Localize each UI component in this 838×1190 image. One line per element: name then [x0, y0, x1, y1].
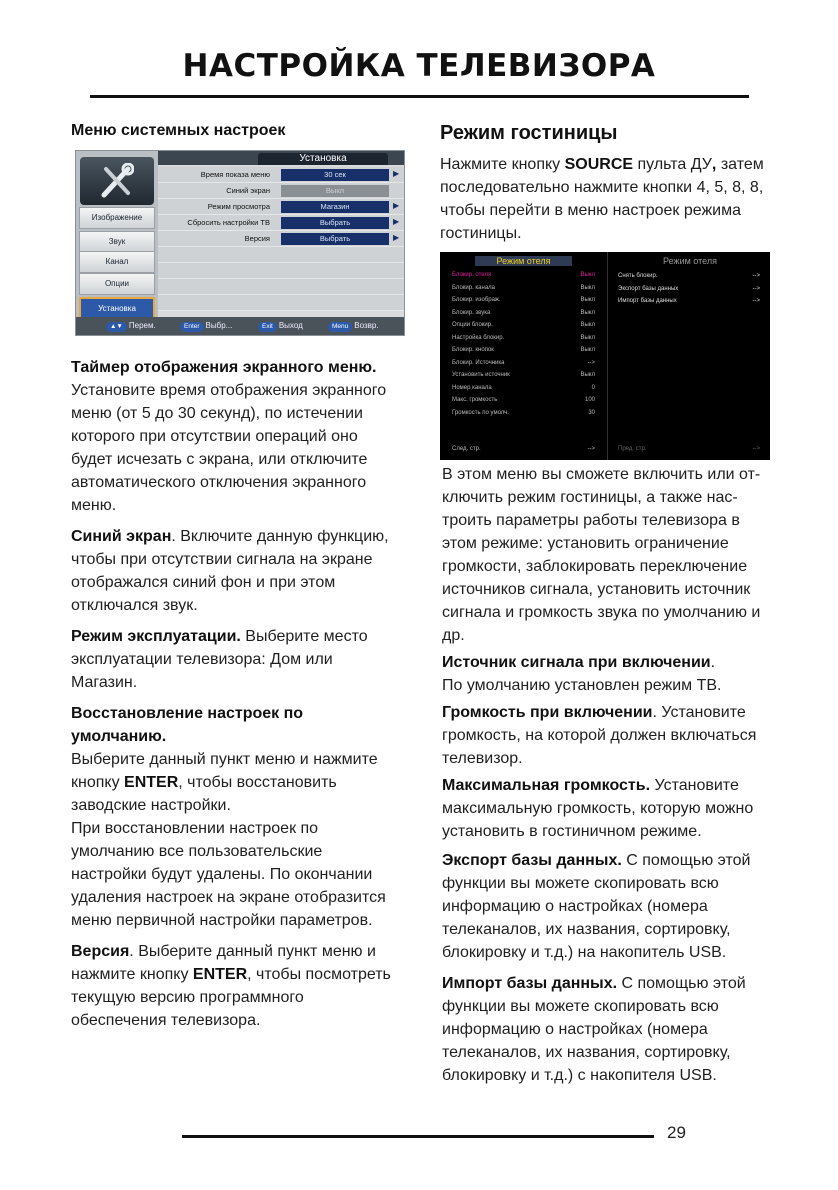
hotel-setting-row[interactable]	[452, 297, 595, 303]
tools-icon	[100, 163, 134, 199]
hotel-setting-value: Выкл	[580, 347, 595, 353]
enter-key: Enter	[180, 322, 204, 332]
hotel-setting-label: Блокир. Источника	[452, 359, 505, 366]
hotel-setting-row[interactable]	[452, 385, 595, 391]
sys-sidebar-setup[interactable]: Установка	[79, 297, 155, 319]
hotel-setting-row[interactable]	[452, 372, 595, 378]
arrows-key: ▲▼	[106, 322, 127, 332]
sys-row-value[interactable]: Выбрать	[281, 233, 389, 245]
sys-sidebar-options[interactable]: Опции	[79, 273, 155, 295]
hotel-action-label: Экспорт базы данных	[618, 285, 679, 292]
hotel-action-row[interactable]	[618, 273, 760, 279]
page-title: НАСТРОЙКА ТЕЛЕВИЗОРА	[182, 48, 656, 84]
hotel-setting-value: Выкл	[580, 322, 595, 328]
page-number: 29	[667, 1123, 686, 1142]
right-text	[442, 463, 772, 1095]
sys-row-empty	[158, 295, 405, 311]
sys-row-empty	[158, 247, 405, 263]
hotel-setting-value: Выкл	[580, 309, 595, 316]
max-volume-paragraph: Максимальная громкость. Установите максимальную громкость, которую можно установить в гостиничном режиме.	[442, 777, 754, 840]
hotel-action-label: Импорт базы данных	[618, 298, 677, 304]
right-arrow-icon: ▶	[393, 217, 400, 226]
hotel-setting-row[interactable]	[452, 272, 595, 278]
sys-rows	[158, 167, 405, 311]
footer-move-hint: ▲▼ Перем.	[106, 321, 156, 332]
menu-key: Menu	[328, 322, 352, 332]
usage-mode-title: Режим эксплуатации.	[71, 628, 241, 645]
hotel-action-label: Снять блокир.	[618, 273, 658, 279]
hotel-setting-label: Опции блокир.	[452, 322, 493, 328]
export-db-paragraph: Экспорт базы данных. С помощью этой функции вы можете скопировать всю информацию о настройках (номера телеканалов, их названия, сортировку, блокировку и т.д.) на накопитель USB.	[442, 852, 751, 961]
hotel-panel-page2	[610, 252, 770, 460]
hotel-action-value: -->	[752, 273, 760, 279]
hotel-action-value: -->	[752, 285, 760, 292]
sys-row-label: Время показа меню	[200, 170, 270, 179]
sys-sidebar-sound[interactable]: Звук	[79, 231, 155, 253]
hotel-setting-value: Выкл	[580, 334, 595, 341]
sys-row-version[interactable]	[158, 231, 405, 247]
hotel-setting-label: Блокир. звука	[452, 309, 491, 316]
hotel-setting-label: Макс. громкость	[452, 397, 498, 403]
right-arrow-icon: ▶	[393, 169, 400, 178]
sys-row-empty	[158, 279, 405, 295]
hotel-setting-value: 0	[591, 384, 595, 391]
exit-key: Exit	[258, 322, 277, 332]
hotel-action-row[interactable]	[618, 298, 760, 304]
system-settings-screenshot	[75, 150, 405, 336]
sys-sidebar	[76, 151, 158, 317]
sys-tab-setup[interactable]: Установка	[258, 153, 388, 165]
blue-screen-text: . Включите данную функцию, чтобы при отсутствии сигнала на экране отображался синий фон и при этом отключался звук.	[71, 528, 389, 614]
left-column	[71, 122, 401, 150]
sys-row-label: Режим просмотра	[207, 202, 270, 211]
blue-screen-paragraph	[71, 525, 401, 617]
footer-back-hint: Menu Возвр.	[328, 321, 379, 332]
footer-exit-hint: Exit Выход	[258, 321, 303, 332]
hotel-setting-label: Настройка блокир.	[452, 334, 505, 341]
hotel-action-row[interactable]	[618, 286, 760, 292]
footer-divider	[182, 1135, 654, 1138]
import-db-title: Импорт базы данных.	[442, 975, 618, 992]
source-keyword: SOURCE	[564, 156, 634, 173]
hotel-setting-value: 30	[588, 409, 595, 416]
max-volume-title: Максимальная громкость.	[442, 777, 651, 794]
blue-screen-title: Синий экран	[71, 528, 172, 545]
enter-keyword: ENTER	[124, 774, 179, 791]
sys-row-value[interactable]: Магазин	[281, 201, 389, 213]
usage-mode-paragraph	[71, 625, 401, 694]
hotel-setting-value: Выкл	[580, 297, 595, 303]
hotel-prev-page[interactable]: Пред. стр. -->	[618, 446, 760, 452]
title-divider	[90, 95, 749, 98]
sys-row-value[interactable]: 30 сек	[281, 169, 389, 181]
hotel-setting-row[interactable]	[452, 335, 595, 341]
hotel-panel-title: Режим отеля	[440, 256, 607, 266]
sys-row-reset[interactable]	[158, 215, 405, 231]
hotel-setting-label: Блокир. кнопок	[452, 347, 494, 353]
sys-row-empty	[158, 263, 405, 279]
right-arrow-icon: ▶	[393, 201, 400, 210]
sys-sidebar-picture[interactable]: Изображение	[79, 207, 155, 229]
source-on-paragraph: Источник сигнала при включении. По умолчанию установлен режим ТВ.	[442, 654, 722, 694]
enter-keyword: ENTER	[192, 966, 248, 983]
hotel-next-page[interactable]: След. стр. -->	[452, 446, 595, 452]
reset-title: Восстановление настроек по умолчанию.	[71, 705, 304, 745]
source-on-title: Источник сигнала при включении	[442, 654, 711, 671]
hotel-desc-paragraph: В этом меню вы сможете включить или от-ключить режим гостиницы, а также нас-троить параметры работы телевизора в этом режиме: установить ограничение громкости, заблокировать переключение источников сигнала, установить источник сигнала и громкость звука по умолчанию и др.	[442, 466, 761, 644]
sys-row-label: Синий экран	[226, 186, 270, 195]
hotel-mode-screenshot	[440, 252, 770, 460]
reset-warning-paragraph: При восстановлении настроек по умолчанию все пользовательские настройки будут удалены. По окончании удаления настроек на экране отобразится меню первичной настройки параметров.	[71, 820, 386, 929]
hotel-intro-paragraph: Нажмите кнопку SOURCE пульта ДУ, затем последовательно нажмите кнопки 4, 5, 8, 8, чтобы перейти в меню настроек режима гостиницы.	[440, 156, 764, 242]
hotel-setting-row[interactable]	[452, 322, 595, 328]
sys-topbar	[158, 151, 405, 165]
usage-mode-text: Выберите место эксплуатации телевизора: Дом или Магазин.	[71, 628, 368, 691]
hotel-setting-label: Блокир. отеля	[452, 272, 492, 278]
sys-row-value[interactable]: Выбрать	[281, 217, 389, 229]
hotel-setting-value: Выкл	[580, 372, 595, 378]
left-text	[71, 356, 401, 1040]
osd-timer-title: Таймер отображения экранного меню.	[71, 359, 377, 376]
footer-select-hint: Enter Выбр...	[180, 321, 232, 332]
hotel-panel-page1	[440, 252, 608, 460]
right-column	[440, 122, 775, 253]
hotel-setting-value: 100	[584, 397, 595, 403]
system-menu-heading: Меню системных настроек	[71, 122, 286, 139]
volume-on-title: Громкость при включении	[442, 704, 653, 721]
hotel-setting-row[interactable]	[452, 410, 595, 416]
hotel-setting-row[interactable]	[452, 310, 595, 316]
hotel-setting-label: Установить источник	[452, 372, 510, 378]
hotel-panel-title: Режим отеля	[663, 256, 717, 266]
hotel-setting-value: -->	[587, 359, 595, 366]
sys-sidebar-channel[interactable]: Канал	[79, 251, 155, 273]
hotel-setting-row[interactable]	[452, 360, 595, 366]
osd-timer-paragraph	[71, 356, 401, 517]
hotel-action-value: -->	[752, 298, 760, 304]
hotel-setting-row[interactable]	[452, 347, 595, 353]
tools-logo	[80, 157, 154, 205]
hotel-setting-row[interactable]	[452, 285, 595, 291]
sys-row-blue-screen[interactable]	[158, 183, 405, 199]
sys-row-osd-time[interactable]	[158, 167, 405, 183]
version-title: Версия	[71, 943, 130, 960]
reset-paragraph: Восстановление настроек по умолчанию. Выберите данный пункт меню и нажмите кнопку ENTER, чтобы восстановить заводские настройки.	[71, 705, 378, 814]
sys-footer	[76, 317, 405, 336]
sys-row-value[interactable]: Выкл	[281, 185, 389, 197]
version-paragraph: Версия. Выберите данный пункт меню и нажмите кнопку ENTER, чтобы посмотреть текущую версию программного обеспечения телевизора.	[71, 943, 391, 1029]
volume-on-paragraph: Громкость при включении. Установите громкость, на которой должен включаться телевизор.	[442, 704, 757, 767]
hotel-setting-label: Номер канала	[452, 384, 492, 391]
sys-row-label: Сбросить настройки ТВ	[187, 218, 270, 227]
hotel-setting-label: Громкость по умолч.	[452, 409, 509, 416]
hotel-setting-value: Выкл	[580, 272, 595, 278]
import-db-paragraph: Импорт базы данных. С помощью этой функции вы можете скопировать всю информацию о настройках (номера телеканалов, их названия, сортировку, блокировку и т.д.) с накопителя USB.	[442, 975, 746, 1084]
export-db-title: Экспорт базы данных.	[442, 852, 622, 869]
hotel-mode-heading: Режим гостиницы	[440, 122, 618, 144]
hotel-setting-row[interactable]	[452, 397, 595, 403]
hotel-setting-label: Блокир. изображ.	[452, 297, 501, 303]
osd-timer-text: Установите время отображения экранного меню (от 5 до 30 секунд), по истечении которого при отсутствии операций оно будет исчезать с экрана, или отключите автоматического отключения экранного меню.	[71, 382, 387, 514]
sys-row-view-mode[interactable]	[158, 199, 405, 215]
hotel-setting-label: Блокир. канала	[452, 284, 496, 291]
hotel-setting-value: Выкл	[580, 284, 595, 291]
sys-row-label: Версия	[244, 234, 270, 243]
right-arrow-icon: ▶	[393, 233, 400, 242]
